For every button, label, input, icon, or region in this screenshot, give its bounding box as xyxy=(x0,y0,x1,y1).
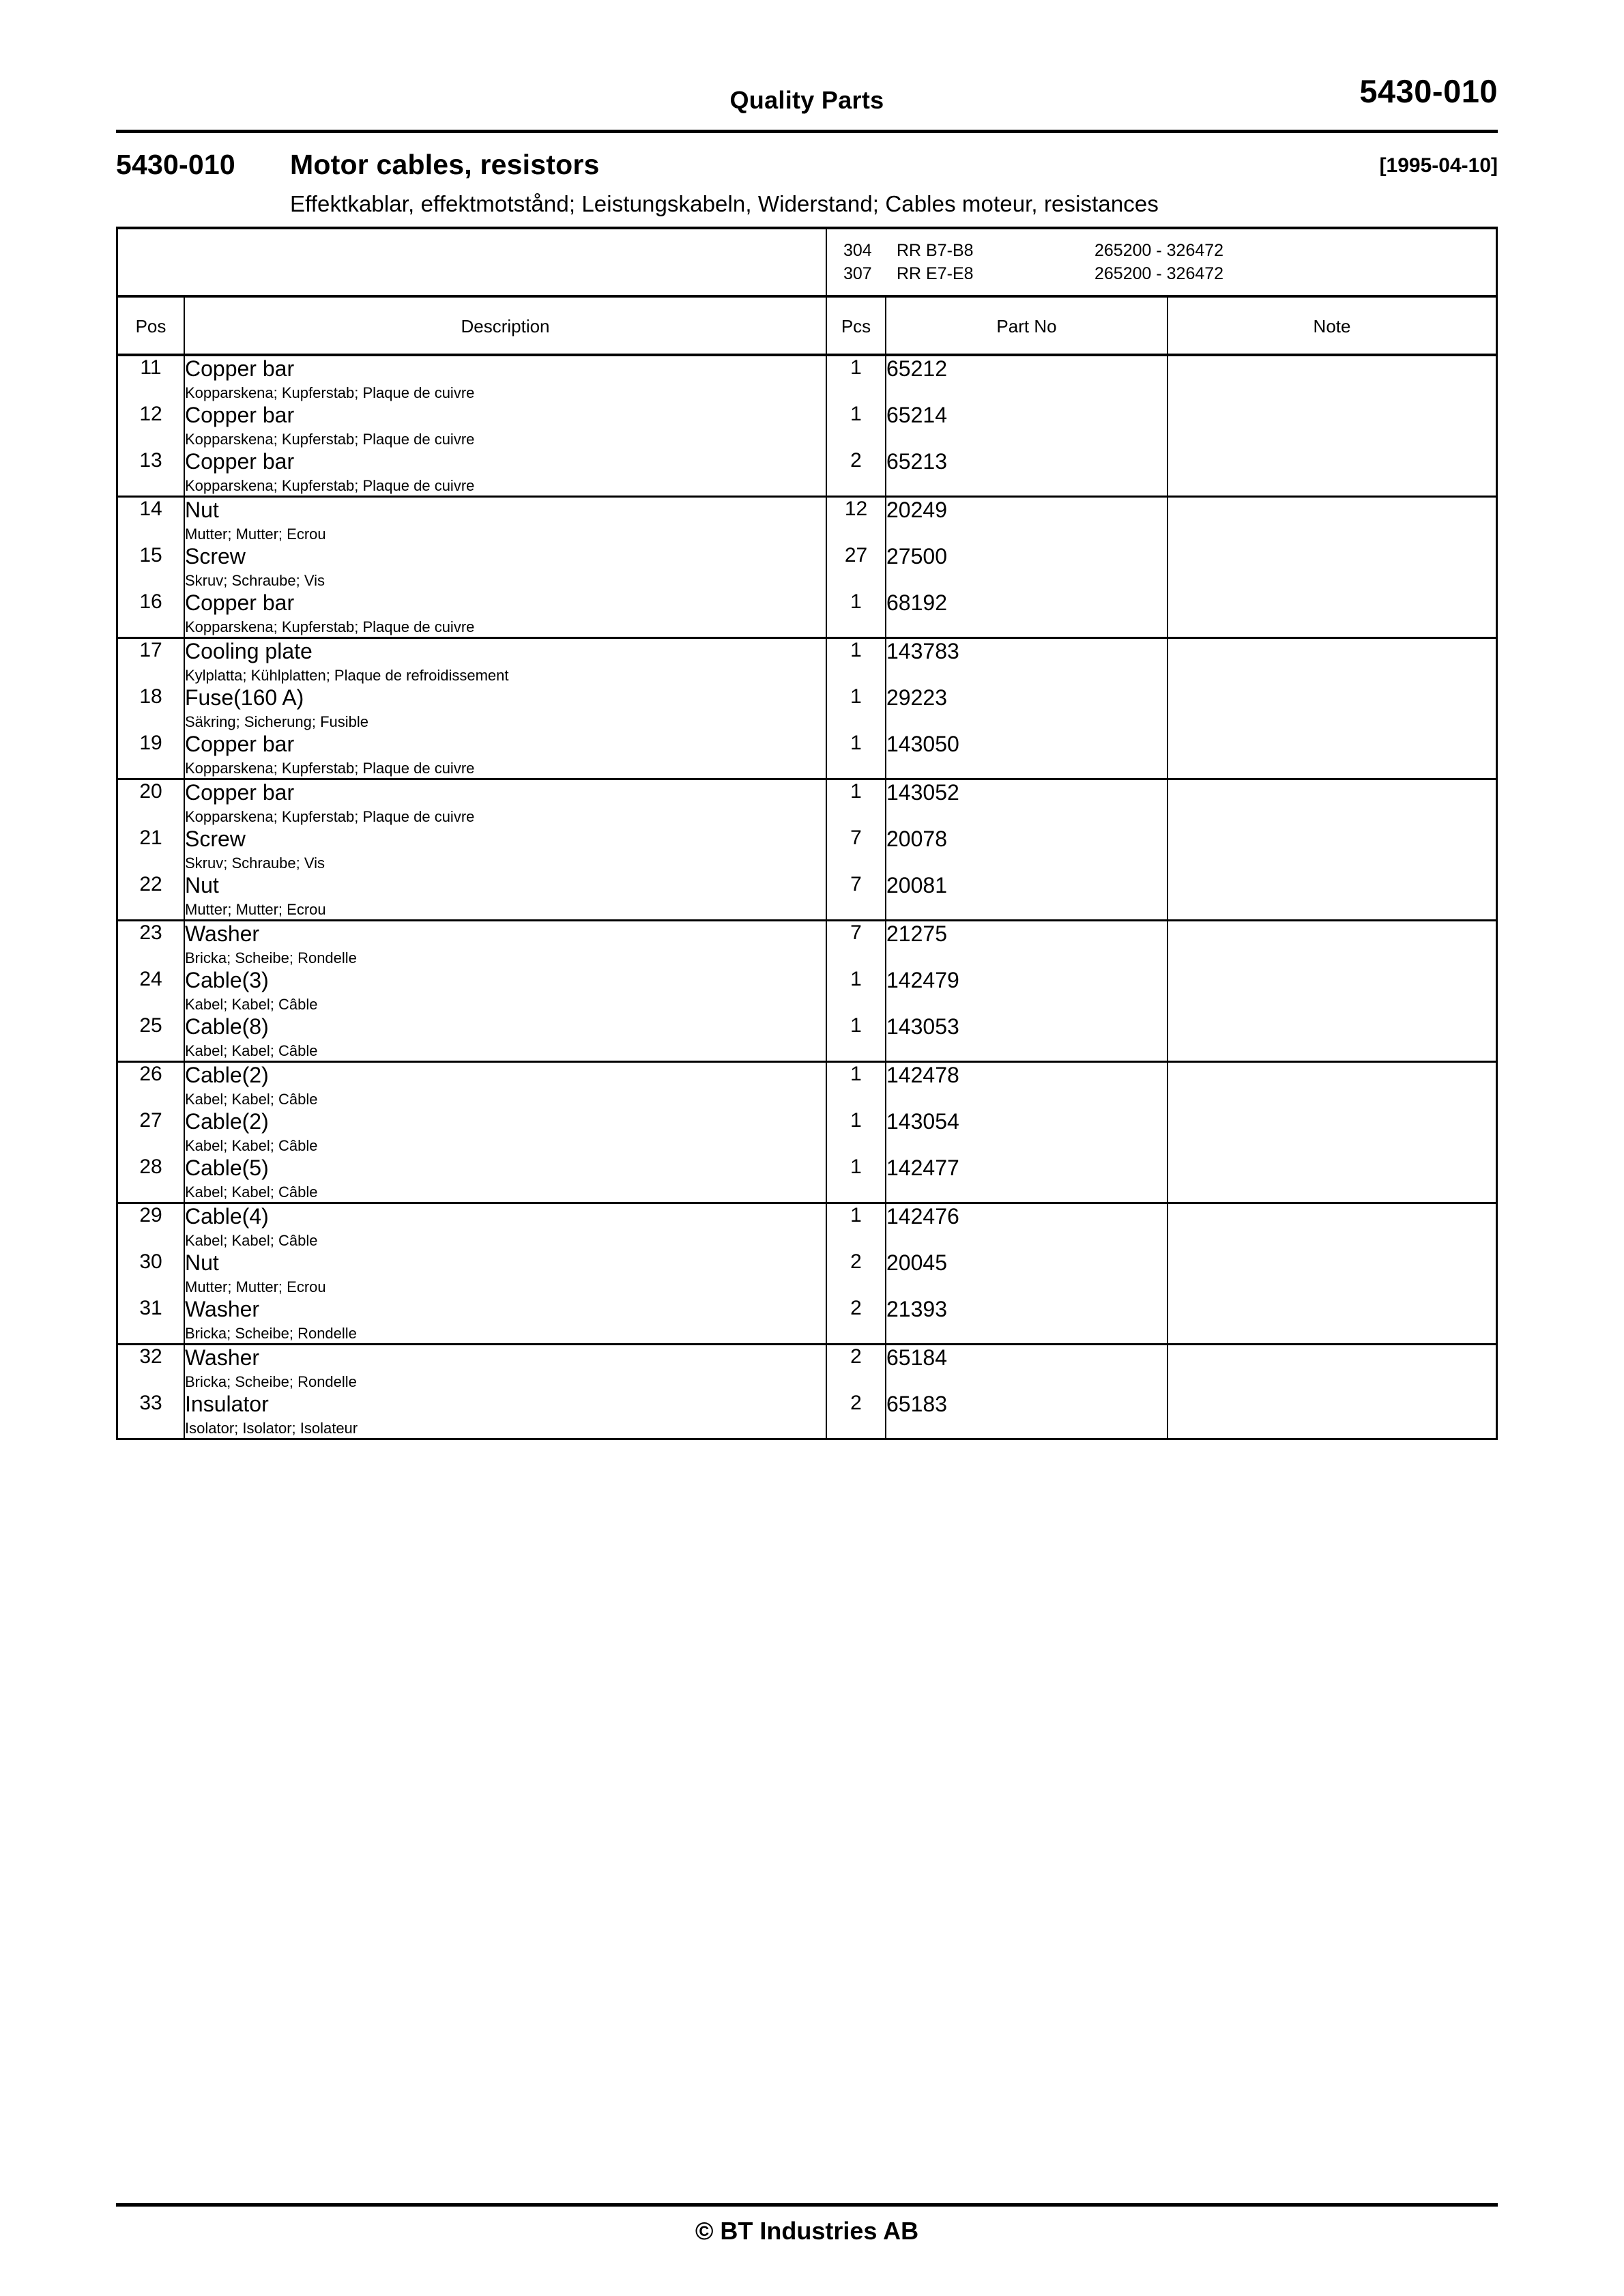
description-primary: Screw xyxy=(185,827,246,851)
description-primary: Nut xyxy=(185,873,219,898)
description-primary: Fuse(160 A) xyxy=(185,685,304,710)
cell-part-no: 27500 xyxy=(886,544,1168,590)
cell-part-no: 143054 xyxy=(886,1109,1168,1156)
cell-pcs: 2 xyxy=(826,1392,886,1439)
description-primary: Nut xyxy=(185,498,219,522)
cell-pos: 17 xyxy=(118,638,184,686)
description-primary: Copper bar xyxy=(185,403,295,427)
model-name: RR B7-B8 xyxy=(897,241,974,260)
cell-note xyxy=(1168,921,1496,968)
description-translations: Kabel; Kabel; Câble xyxy=(185,996,318,1013)
cell-pos: 16 xyxy=(118,590,184,638)
table-row[interactable] xyxy=(118,685,1496,732)
cell-description xyxy=(184,968,826,1014)
section-code: 5430-010 xyxy=(116,149,235,180)
table-row[interactable] xyxy=(118,544,1496,590)
cell-description xyxy=(184,1203,826,1251)
cell-note xyxy=(1168,1203,1496,1251)
cell-pos: 15 xyxy=(118,544,184,590)
model-band-list xyxy=(826,229,1496,296)
cell-description xyxy=(184,1062,826,1110)
cell-description xyxy=(184,403,826,449)
cell-pos: 24 xyxy=(118,968,184,1014)
cell-pos: 19 xyxy=(118,732,184,779)
cell-description xyxy=(184,873,826,921)
description-primary: Nut xyxy=(185,1250,219,1275)
cell-pcs: 12 xyxy=(826,497,886,545)
cell-description xyxy=(184,1392,826,1439)
cell-part-no: 21275 xyxy=(886,921,1168,968)
cell-pos: 21 xyxy=(118,827,184,873)
description-translations: Mutter; Mutter; Ecrou xyxy=(185,1278,326,1295)
cell-pos: 25 xyxy=(118,1014,184,1062)
model-row xyxy=(843,262,1496,285)
page-title: Motor cables, resistors xyxy=(290,149,600,180)
description-translations: Bricka; Scheibe; Rondelle xyxy=(185,1325,357,1342)
cell-description xyxy=(184,638,826,686)
section-header xyxy=(116,149,1498,217)
table-row[interactable] xyxy=(118,355,1496,403)
cell-note xyxy=(1168,1109,1496,1156)
cell-part-no: 20045 xyxy=(886,1250,1168,1297)
cell-pcs: 2 xyxy=(826,1297,886,1345)
cell-pcs: 2 xyxy=(826,449,886,497)
cell-pcs: 1 xyxy=(826,1203,886,1251)
cell-description xyxy=(184,685,826,732)
table-row[interactable] xyxy=(118,1156,1496,1203)
description-primary: Insulator xyxy=(185,1392,269,1416)
table-row[interactable] xyxy=(118,1345,1496,1392)
cell-pcs: 1 xyxy=(826,1062,886,1110)
cell-note xyxy=(1168,1062,1496,1110)
cell-description xyxy=(184,779,826,827)
cell-part-no: 143783 xyxy=(886,638,1168,686)
cell-part-no: 143052 xyxy=(886,779,1168,827)
cell-pcs: 1 xyxy=(826,732,886,779)
cell-description xyxy=(184,1250,826,1297)
table-row[interactable] xyxy=(118,1109,1496,1156)
table-row[interactable] xyxy=(118,403,1496,449)
description-primary: Cable(2) xyxy=(185,1063,269,1087)
model-serial-range: 265200 - 326472 xyxy=(1094,264,1224,283)
cell-part-no: 142479 xyxy=(886,968,1168,1014)
cell-part-no: 143050 xyxy=(886,732,1168,779)
parts-table-container xyxy=(116,227,1498,1440)
cell-pos: 32 xyxy=(118,1345,184,1392)
column-header-part-no: Part No xyxy=(886,296,1168,355)
description-translations: Kopparskena; Kupferstab; Plaque de cuivre xyxy=(185,760,475,777)
description-translations: Kabel; Kabel; Câble xyxy=(185,1091,318,1108)
description-primary: Cooling plate xyxy=(185,639,313,663)
description-primary: Cable(4) xyxy=(185,1204,269,1229)
description-translations: Kopparskena; Kupferstab; Plaque de cuivre xyxy=(185,431,475,448)
cell-part-no: 65212 xyxy=(886,355,1168,403)
description-primary: Washer xyxy=(185,1297,260,1321)
table-header-row xyxy=(118,296,1496,355)
cell-description xyxy=(184,921,826,968)
cell-pos: 11 xyxy=(118,355,184,403)
table-row[interactable] xyxy=(118,638,1496,686)
cell-note xyxy=(1168,449,1496,497)
description-translations: Kabel; Kabel; Câble xyxy=(185,1042,318,1059)
cell-pcs: 7 xyxy=(826,921,886,968)
model-code: 304 xyxy=(843,241,872,260)
description-primary: Washer xyxy=(185,1345,260,1370)
table-row[interactable] xyxy=(118,449,1496,497)
cell-note xyxy=(1168,873,1496,921)
description-primary: Copper bar xyxy=(185,590,295,615)
cell-part-no: 143053 xyxy=(886,1014,1168,1062)
description-translations: Kopparskena; Kupferstab; Plaque de cuivre xyxy=(185,808,475,825)
header-divider xyxy=(116,130,1498,133)
column-header-description: Description xyxy=(184,296,826,355)
description-translations: Kopparskena; Kupferstab; Plaque de cuivre xyxy=(185,618,475,635)
cell-description xyxy=(184,827,826,873)
table-row[interactable] xyxy=(118,1062,1496,1110)
description-translations: Skruv; Schraube; Vis xyxy=(185,572,325,589)
description-translations: Mutter; Mutter; Ecrou xyxy=(185,526,326,543)
cell-note xyxy=(1168,638,1496,686)
cell-pcs: 7 xyxy=(826,827,886,873)
section-subtitle: Effektkablar, effektmotstånd; Leistungskabeln, Widerstand; Cables moteur, resistances xyxy=(290,191,1159,216)
cell-pcs: 1 xyxy=(826,590,886,638)
cell-note xyxy=(1168,732,1496,779)
table-row[interactable] xyxy=(118,873,1496,921)
cell-pcs: 1 xyxy=(826,685,886,732)
cell-pcs: 2 xyxy=(826,1345,886,1392)
cell-note xyxy=(1168,685,1496,732)
model-serial-band xyxy=(118,229,1496,296)
model-band-empty-cell xyxy=(118,229,826,296)
cell-description xyxy=(184,1297,826,1345)
footer-divider xyxy=(116,2203,1498,2207)
cell-note xyxy=(1168,1345,1496,1392)
description-translations: Bricka; Scheibe; Rondelle xyxy=(185,949,357,966)
cell-pcs: 1 xyxy=(826,355,886,403)
description-translations: Kabel; Kabel; Câble xyxy=(185,1137,318,1154)
description-primary: Cable(8) xyxy=(185,1014,269,1039)
cell-note xyxy=(1168,1392,1496,1439)
cell-pcs: 1 xyxy=(826,638,886,686)
page-header xyxy=(116,68,1498,130)
cell-pcs: 1 xyxy=(826,968,886,1014)
cell-note xyxy=(1168,827,1496,873)
cell-pos: 12 xyxy=(118,403,184,449)
cell-pos: 26 xyxy=(118,1062,184,1110)
cell-part-no: 20249 xyxy=(886,497,1168,545)
table-row[interactable] xyxy=(118,779,1496,827)
cell-description xyxy=(184,544,826,590)
cell-note xyxy=(1168,497,1496,545)
cell-pos: 20 xyxy=(118,779,184,827)
cell-pcs: 2 xyxy=(826,1250,886,1297)
cell-description xyxy=(184,1109,826,1156)
model-row xyxy=(843,239,1496,262)
parts-table xyxy=(118,229,1496,1440)
cell-part-no: 21393 xyxy=(886,1297,1168,1345)
table-row[interactable] xyxy=(118,921,1496,968)
model-serial-range: 265200 - 326472 xyxy=(1094,241,1224,260)
table-row[interactable] xyxy=(118,1014,1496,1062)
description-translations: Säkring; Sicherung; Fusible xyxy=(185,713,369,730)
cell-part-no: 142477 xyxy=(886,1156,1168,1203)
cell-pos: 29 xyxy=(118,1203,184,1251)
cell-part-no: 65214 xyxy=(886,403,1168,449)
cell-pos: 28 xyxy=(118,1156,184,1203)
cell-pos: 27 xyxy=(118,1109,184,1156)
description-translations: Kopparskena; Kupferstab; Plaque de cuivre xyxy=(185,384,475,401)
cell-pos: 22 xyxy=(118,873,184,921)
cell-note xyxy=(1168,1297,1496,1345)
cell-pcs: 1 xyxy=(826,403,886,449)
description-primary: Cable(3) xyxy=(185,968,269,992)
header-center-title: Quality Parts xyxy=(729,86,884,114)
cell-part-no: 20078 xyxy=(886,827,1168,873)
cell-part-no: 142476 xyxy=(886,1203,1168,1251)
cell-pos: 18 xyxy=(118,685,184,732)
cell-note xyxy=(1168,355,1496,403)
cell-part-no: 20081 xyxy=(886,873,1168,921)
model-code: 307 xyxy=(843,264,872,283)
cell-description xyxy=(184,1345,826,1392)
cell-description xyxy=(184,732,826,779)
cell-note xyxy=(1168,779,1496,827)
cell-note xyxy=(1168,1014,1496,1062)
table-row[interactable] xyxy=(118,827,1496,873)
description-primary: Cable(2) xyxy=(185,1109,269,1134)
description-primary: Screw xyxy=(185,544,246,569)
table-row[interactable] xyxy=(118,1250,1496,1297)
revision-date-badge: [1995-04-10] xyxy=(1379,154,1498,177)
cell-pos: 31 xyxy=(118,1297,184,1345)
cell-pcs: 1 xyxy=(826,1014,886,1062)
cell-part-no: 68192 xyxy=(886,590,1168,638)
description-primary: Copper bar xyxy=(185,732,295,756)
cell-pcs: 7 xyxy=(826,873,886,921)
description-translations: Kylplatta; Kühlplatten; Plaque de refroidissement xyxy=(185,667,509,684)
table-row[interactable] xyxy=(118,732,1496,779)
table-row[interactable] xyxy=(118,1392,1496,1439)
cell-pcs: 27 xyxy=(826,544,886,590)
description-translations: Kopparskena; Kupferstab; Plaque de cuivre xyxy=(185,477,475,494)
cell-description xyxy=(184,590,826,638)
footer-copyright: © BT Industries AB xyxy=(695,2217,919,2245)
cell-pos: 23 xyxy=(118,921,184,968)
description-primary: Copper bar xyxy=(185,449,295,474)
cell-pcs: 1 xyxy=(826,779,886,827)
table-row[interactable] xyxy=(118,1203,1496,1251)
cell-description xyxy=(184,355,826,403)
cell-note xyxy=(1168,968,1496,1014)
description-primary: Copper bar xyxy=(185,356,295,381)
description-translations: Isolator; Isolator; Isolateur xyxy=(185,1420,358,1437)
description-translations: Skruv; Schraube; Vis xyxy=(185,855,325,872)
cell-pcs: 1 xyxy=(826,1156,886,1203)
section-title-line xyxy=(116,149,1498,186)
description-primary: Copper bar xyxy=(185,780,295,805)
table-row[interactable] xyxy=(118,590,1496,638)
cell-part-no: 29223 xyxy=(886,685,1168,732)
cell-note xyxy=(1168,544,1496,590)
column-header-note: Note xyxy=(1168,296,1496,355)
cell-pcs: 1 xyxy=(826,1109,886,1156)
cell-part-no: 142478 xyxy=(886,1062,1168,1110)
cell-part-no: 65183 xyxy=(886,1392,1168,1439)
cell-description xyxy=(184,1156,826,1203)
model-name: RR E7-E8 xyxy=(897,264,974,283)
column-header-pos: Pos xyxy=(118,296,184,355)
table-row[interactable] xyxy=(118,497,1496,545)
cell-note xyxy=(1168,590,1496,638)
description-translations: Kabel; Kabel; Câble xyxy=(185,1232,318,1249)
cell-pos: 14 xyxy=(118,497,184,545)
description-primary: Washer xyxy=(185,921,260,946)
table-row[interactable] xyxy=(118,1297,1496,1345)
cell-part-no: 65184 xyxy=(886,1345,1168,1392)
cell-description xyxy=(184,1014,826,1062)
header-page-code: 5430-010 xyxy=(1359,73,1498,109)
description-translations: Kabel; Kabel; Câble xyxy=(185,1183,318,1201)
cell-note xyxy=(1168,1250,1496,1297)
cell-pos: 33 xyxy=(118,1392,184,1439)
description-primary: Cable(5) xyxy=(185,1156,269,1180)
cell-pos: 13 xyxy=(118,449,184,497)
table-row[interactable] xyxy=(118,968,1496,1014)
description-translations: Bricka; Scheibe; Rondelle xyxy=(185,1373,357,1390)
column-header-pcs: Pcs xyxy=(826,296,886,355)
cell-note xyxy=(1168,403,1496,449)
cell-part-no: 65213 xyxy=(886,449,1168,497)
cell-description xyxy=(184,449,826,497)
cell-pos: 30 xyxy=(118,1250,184,1297)
cell-description xyxy=(184,497,826,545)
description-translations: Mutter; Mutter; Ecrou xyxy=(185,901,326,918)
cell-note xyxy=(1168,1156,1496,1203)
